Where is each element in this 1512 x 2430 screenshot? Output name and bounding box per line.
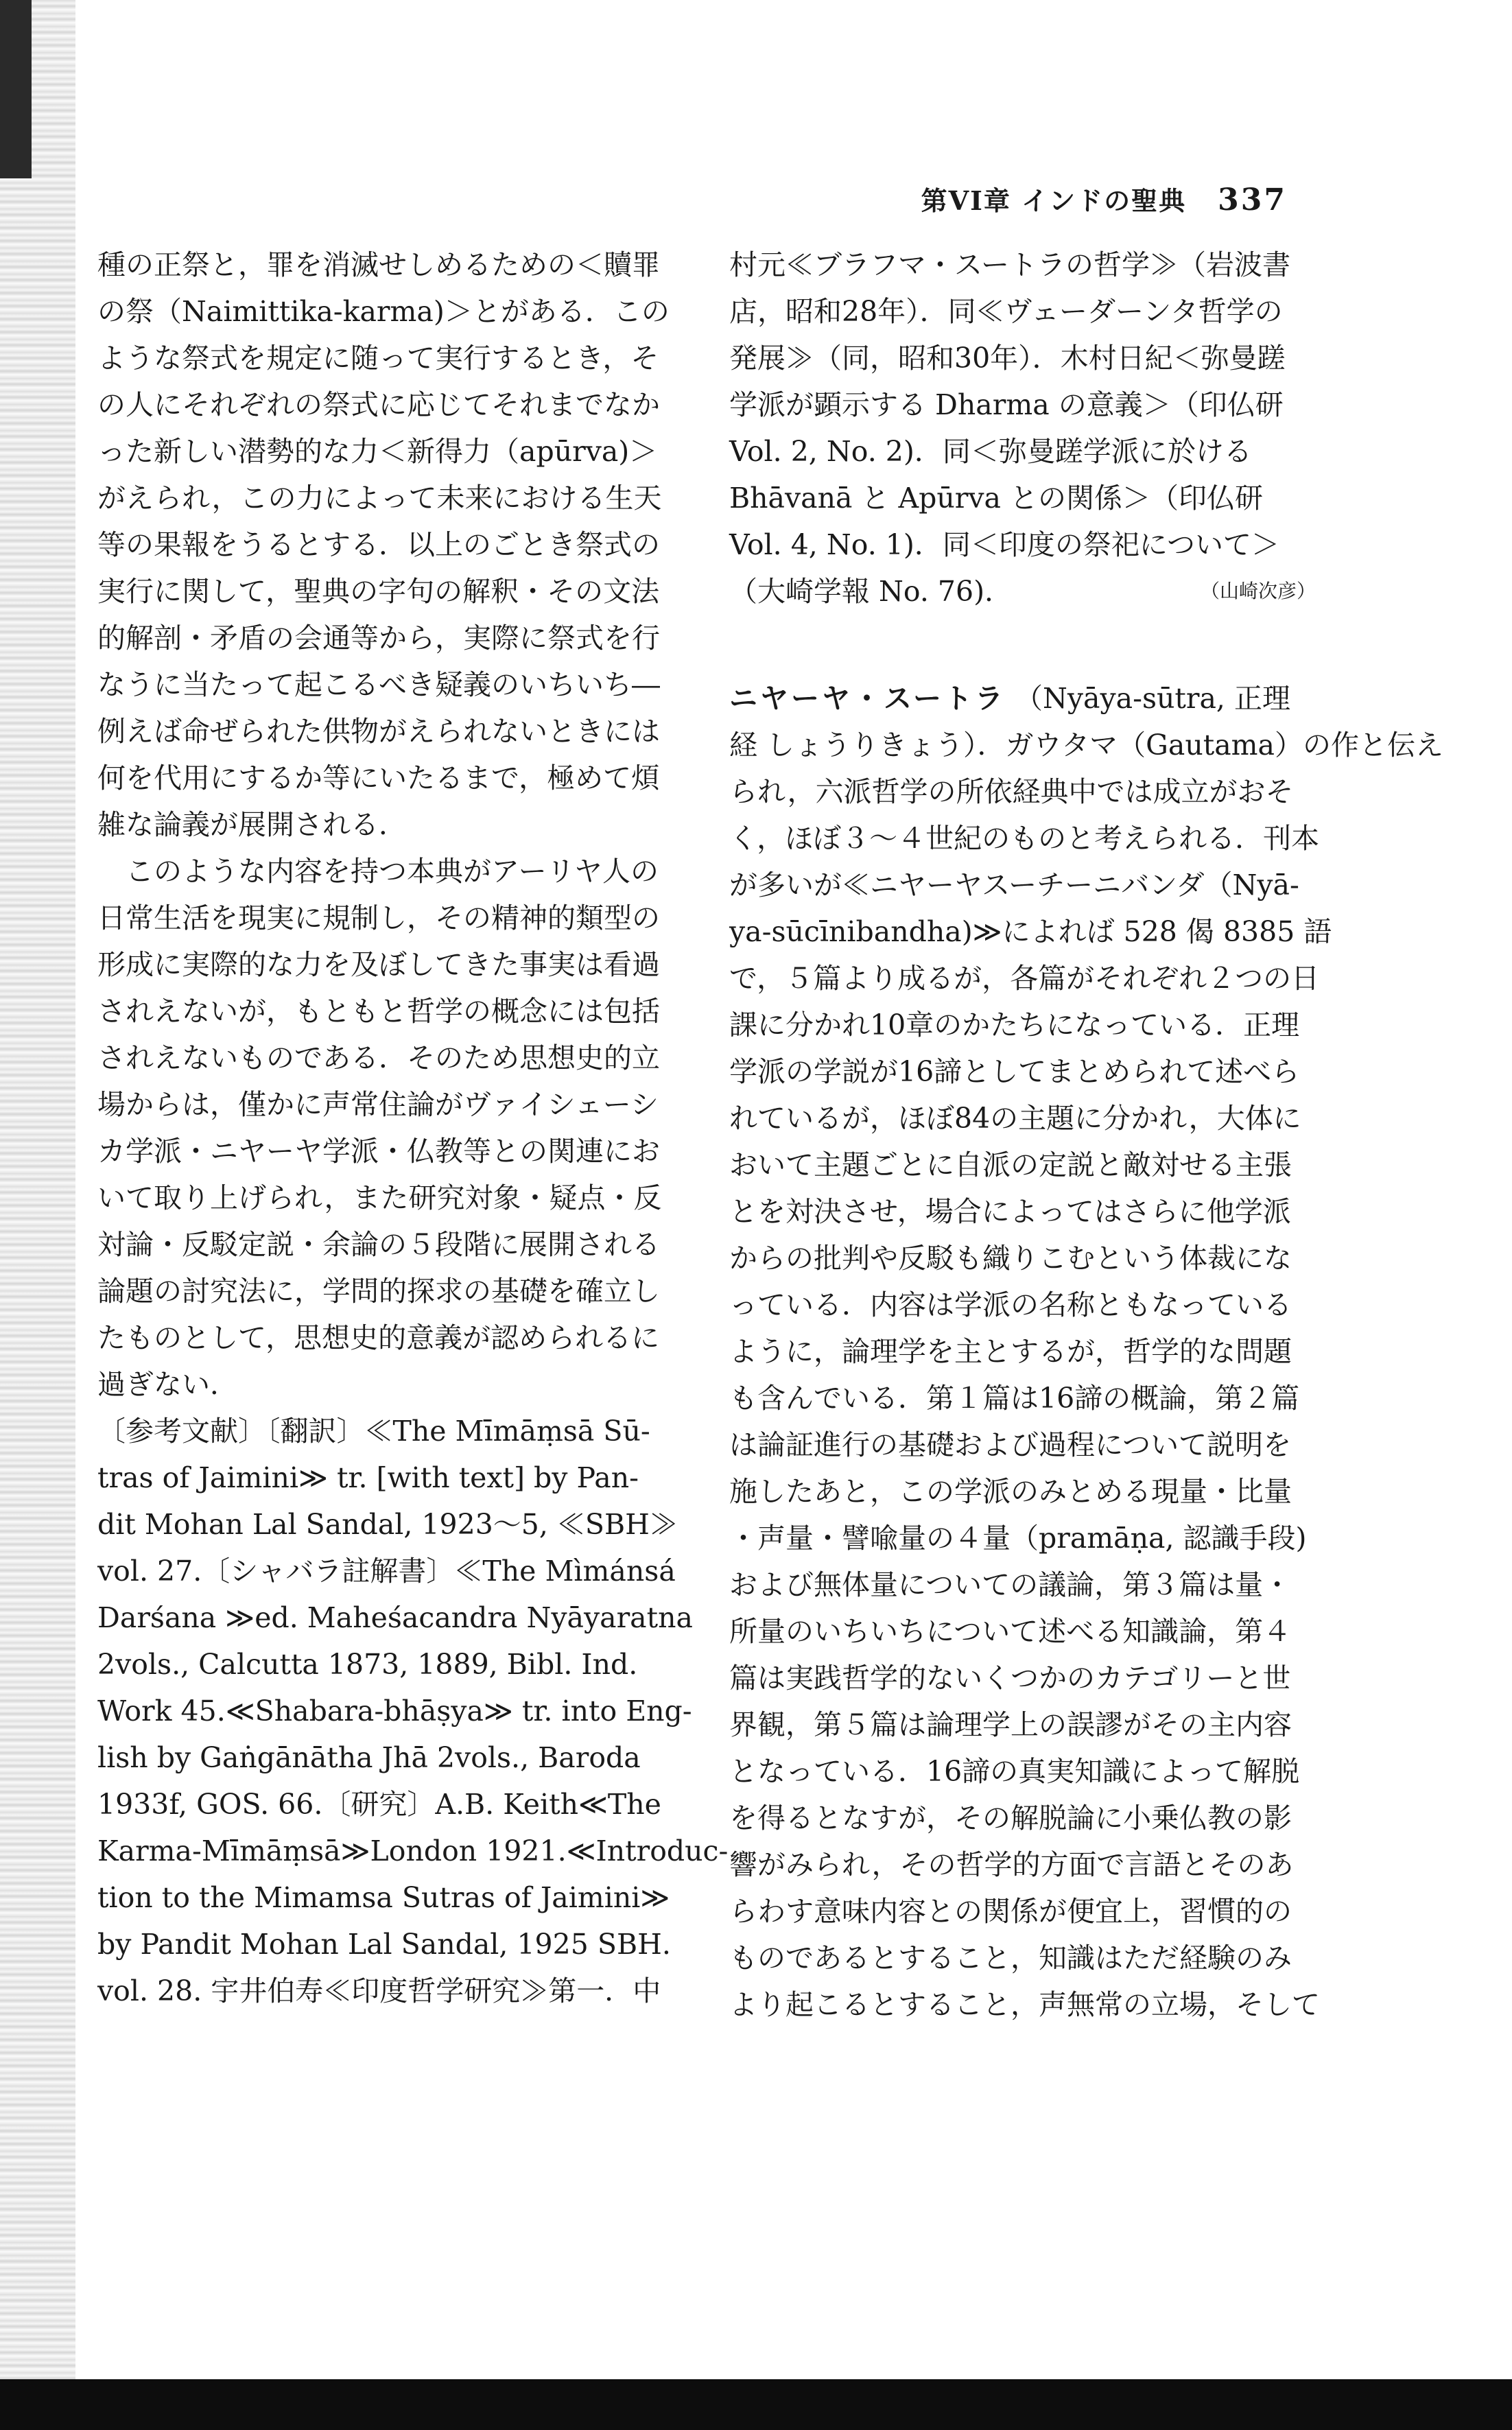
text-line: 対論・反駁定説・余論の５段階に展開される bbox=[97, 1228, 660, 1261]
text-line: 過ぎない． bbox=[97, 1368, 238, 1401]
text-line: dit Mohan Lal Sandal, 1923～5, ≪SBH≫ bbox=[97, 1508, 678, 1541]
text-line: の人にそれぞれの祭式に応じてそれまでなか bbox=[97, 388, 660, 421]
text-line: Work 45.≪Shabara-bhāṣya≫ tr. into Eng- bbox=[97, 1695, 692, 1727]
signoff-text: （大崎学報 No. 76)． bbox=[729, 575, 1013, 608]
text-line: った新しい潜勢的な力＜新得力（apūrva)＞ bbox=[97, 435, 658, 468]
text-line: 村元≪ブラフマ・スートラの哲学≫（岩波書 bbox=[729, 248, 1290, 281]
text-line: となっている．16諦の真実知識によって解脱 bbox=[729, 1755, 1300, 1788]
text-line: 等の果報をうるとする．以上のごとき祭式の bbox=[97, 528, 660, 561]
text-line: 例えば命ぜられた供物がえられないときには bbox=[97, 715, 660, 748]
text-line: Bhāvanā と Apūrva との関係＞（印仏研 bbox=[729, 482, 1263, 515]
text-line: の祭（Naimittika-karma)＞とがある．この bbox=[97, 295, 670, 328]
text-line: lish by Gaṅgānātha Jhā 2vols., Baroda bbox=[97, 1741, 641, 1774]
text-line: からの批判や反駁も織りこむという体裁にな bbox=[729, 1242, 1292, 1275]
text-line: 経 しょうりきょう）．ガウタマ（Gautama）の作と伝え bbox=[729, 729, 1443, 762]
left-column bbox=[97, 241, 729, 2014]
text-line: 施したあと，この学派のみとめる現量・比量 bbox=[729, 1475, 1292, 1508]
article-signoff bbox=[729, 568, 1316, 615]
text-line: られ，六派哲学の所依経典中では成立がおそ bbox=[729, 775, 1294, 808]
text-line: で，５篇より成るが，各篇がそれぞれ２つの日 bbox=[729, 962, 1320, 995]
text-line: tras of Jaimini≫ tr. [with text] by Pan- bbox=[97, 1461, 639, 1494]
text-line: 響がみられ，その哲学的方面で言語とそのあ bbox=[729, 1848, 1294, 1881]
text-line: カ学派・ニヤーヤ学派・仏教等との関連にお bbox=[97, 1135, 660, 1168]
text-line: 発展≫（同，昭和30年）．木村日紀＜弥曼蹉 bbox=[729, 342, 1286, 375]
text-line: なうに当たって起こるべき疑義のいちいち― bbox=[97, 668, 660, 701]
text-line: 日常生活を現実に規制し，その精神的類型の bbox=[97, 901, 660, 934]
text-line: および無体量についての議論，第３篇は量・ bbox=[729, 1568, 1292, 1601]
text-line: ya-sūcīnibandha)≫によれば 528 偈 8385 語 bbox=[729, 915, 1332, 948]
text-line: ・声量・譬喩量の４量（pramāṇa, 認識手段) bbox=[729, 1522, 1307, 1555]
scan-edge-shadow bbox=[0, 0, 75, 2430]
text-line: 2vols., Calcutta 1873, 1889, Bibl. Ind. bbox=[97, 1648, 638, 1681]
text-line: 課に分かれ10章のかたちになっている．正理 bbox=[729, 1008, 1300, 1041]
text-line: 1933f, GOS. 66.〔研究〕A.B. Keith≪The bbox=[97, 1788, 661, 1821]
text-line: 雑な論義が展開される． bbox=[97, 808, 407, 841]
text-line: 場からは，僅かに声常住論がヴァイシェーシ bbox=[97, 1088, 659, 1121]
text-line: 学派が顕示する Dharma の意義＞（印仏研 bbox=[729, 388, 1284, 421]
running-header bbox=[921, 180, 1287, 221]
text-line: とを対決させ，場合によってはさらに他学派 bbox=[729, 1195, 1291, 1228]
text-line: おいて主題ごとに自派の定説と敵対せる主張 bbox=[729, 1148, 1292, 1181]
text-line: ような祭式を規定に随って実行するとき，そ bbox=[97, 342, 659, 375]
text-line: vol. 27.〔シャバラ註解書〕≪The Mìmánsá bbox=[97, 1555, 676, 1588]
text-line: 所量のいちいちについて述べる知識論，第４ bbox=[729, 1615, 1292, 1648]
right-column-continuation bbox=[729, 241, 1316, 568]
signoff-author: （山崎次彦） bbox=[1200, 580, 1316, 602]
entry-first-line bbox=[729, 675, 1316, 722]
text-line: たものとして，思想史的意義が認められるに bbox=[97, 1321, 660, 1354]
text-line: by Pandit Mohan Lal Sandal, 1925 SBH. bbox=[97, 1928, 671, 1961]
text-line: が多いが≪ニヤーヤスーチーニバンダ（Nyā- bbox=[729, 869, 1299, 901]
text-line: ものであるとすること，知識はただ経験のみ bbox=[729, 1942, 1292, 1974]
text-line: されえないが，もともと哲学の概念には包括 bbox=[97, 995, 660, 1028]
text-line: Vol. 4, No. 1)．同＜印度の祭祀について＞ bbox=[729, 528, 1280, 561]
text-line: 篇は実践哲学的ないくつかのカテゴリーと世 bbox=[729, 1662, 1291, 1695]
chapter-title: 第VI章 インドの聖典 bbox=[921, 185, 1187, 216]
text-line: は論証進行の基礎および過程について説明を bbox=[729, 1428, 1292, 1461]
text-line: より起こるとすること，声無常の立場，そして bbox=[729, 1988, 1320, 2021]
page-number: 337 bbox=[1218, 182, 1287, 217]
text-line: 店，昭和28年）．同≪ヴェーダーンタ哲学の bbox=[729, 295, 1283, 328]
text-line: 何を代用にするか等にいたるまで，極めて煩 bbox=[97, 762, 660, 794]
text-line: 実行に関して，聖典の字句の解釈・その文法 bbox=[97, 575, 660, 608]
right-column bbox=[729, 241, 1443, 2028]
text-line: いて取り上げられ，また研究対象・疑点・反 bbox=[97, 1181, 662, 1214]
text-line: Darśana ≫ed. Maheśacandra Nyāyaratna bbox=[97, 1601, 693, 1634]
scan-edge-dark bbox=[0, 0, 32, 178]
text-line: 種の正祭と，罪を消滅せしめるための＜贖罪 bbox=[97, 248, 660, 281]
text-line: らわす意味内容との関係が便宜上，習慣的の bbox=[729, 1895, 1292, 1928]
text-line: 論題の討究法に，学問的探求の基礎を確立し bbox=[97, 1275, 660, 1308]
scan-bottom-bar bbox=[0, 2379, 1512, 2430]
text-line: このような内容を持つ本典がアーリヤ人の bbox=[126, 855, 659, 888]
text-line: 形成に実際的な力を及ぼしてきた事実は看過 bbox=[97, 948, 660, 981]
text-line: も含んでいる．第１篇は16諦の概論，第２篇 bbox=[729, 1382, 1300, 1415]
text-line: vol. 28. 宇井伯寿≪印度哲学研究≫第一．中 bbox=[97, 1974, 661, 2007]
entry-headword: ニヤーヤ・スートラ bbox=[729, 682, 1006, 715]
text-line: を得るとなすが，その解脱論に小乗仏教の影 bbox=[729, 1802, 1292, 1835]
text-line: っている．内容は学派の名称ともなっている bbox=[729, 1288, 1292, 1321]
text-line: ように，論理学を主とするが，哲学的な問題 bbox=[729, 1335, 1292, 1368]
text-line: 的解剖・矛盾の会通等から，実際に祭式を行 bbox=[97, 622, 660, 654]
entry-headword-gloss: （Nyāya-sūtra, 正理 bbox=[1015, 682, 1290, 715]
text-line: されえないものである．そのため思想史的立 bbox=[97, 1041, 660, 1074]
text-line: がえられ，この力によって未来における生天 bbox=[97, 482, 662, 515]
text-line: tion to the Mimamsa Sutras of Jaimini≫ bbox=[97, 1881, 670, 1914]
text-line: Karma-Mīmāṃsā≫London 1921.≪Introduc- bbox=[97, 1835, 729, 1867]
text-line: 〔参考文献〕〔翻訳〕≪The Mīmāṃsā Sū- bbox=[97, 1415, 650, 1448]
text-line: れているが，ほぼ84の主題に分かれ，大体に bbox=[729, 1102, 1301, 1135]
text-line: Vol. 2, No. 2)．同＜弥曼蹉学派に於ける bbox=[729, 435, 1252, 468]
text-line: 学派の学説が16諦としてまとめられて述べら bbox=[729, 1055, 1300, 1088]
text-line: 界観，第５篇は論理学上の誤謬がその主内容 bbox=[729, 1708, 1292, 1741]
text-line: く，ほぼ３～４世紀のものと考えられる．刊本 bbox=[729, 822, 1320, 855]
entry-body bbox=[729, 722, 1443, 2028]
